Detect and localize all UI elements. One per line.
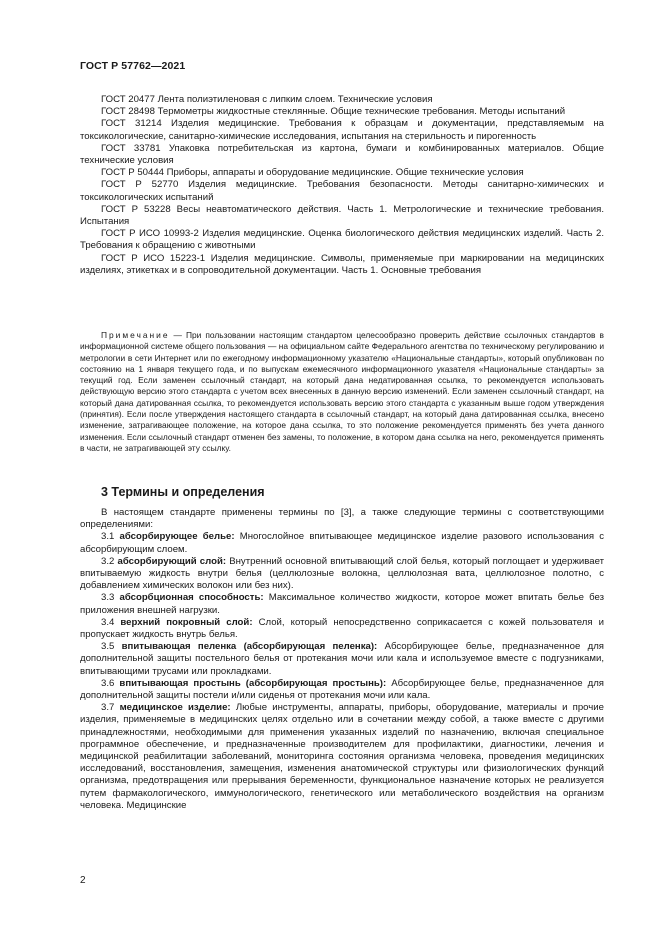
section-intro: В настоящем стандарте применены термины по [3], а также следующие термины с соответствующими определениями: (80, 507, 604, 531)
term-name: абсорбирующее белье: (119, 531, 235, 543)
term-entry: 3.5 впитывающая пеленка (абсорбирующая пеленка): Абсорбирующее белье, предназначенное для дополнительной защиты постельного белья от протекания мочи или кала и используемое вместе с подгузниками, впитывающими трусами или прокладками. (80, 641, 604, 677)
term-definition: Абсорбирующее белье, предназначенное для дополнительной защиты постели и/или сиденья от протекания мочи или кала. (80, 677, 604, 702)
reference-item: ГОСТ 28498 Термометры жидкостные стеклянные. Общие технические требования. Методы испытаний (101, 106, 566, 118)
term-definition: Многослойное впитывающее медицинское изделие разового использования с абсорбирующим слоем. (80, 531, 605, 555)
term-entry: 3.1 абсорбирующее белье: Многослойное впитывающее медицинское изделие разового использования с абсорбирующим слоем. (80, 531, 605, 555)
note-label: Примечание (101, 330, 170, 340)
reference-item: ГОСТ Р 52770 Изделия медицинские. Требования безопасности. Методы санитарно-химических и токсикологических испытаний (80, 179, 604, 203)
term-definition: Максимальное количество жидкости, которое может впитать белье без приложения внешней нагрузки. (80, 592, 604, 616)
term-entry: 3.3 абсорбционная способность: Максимальное количество жидкости, которое может впитать белье без приложения внешней нагрузки. (80, 592, 604, 616)
terms-list (80, 507, 604, 812)
term-name: абсорбирующий слой: (117, 555, 227, 567)
section-heading: 3 Термины и определения (101, 485, 265, 499)
term-name: впитывающая простынь (абсорбирующая простынь): (119, 677, 387, 689)
term-definition: Слой, который непосредственно соприкасается с кожей пользователя и пропускает жидкость внутрь белья. (80, 616, 604, 641)
term-name: верхний покровный слой: (120, 616, 253, 628)
reference-item: ГОСТ Р 50444 Приборы, аппараты и оборудование медицинские. Общие технические условия (101, 167, 524, 179)
note-block (80, 330, 604, 454)
page-number: 2 (80, 875, 86, 886)
term-definition: Абсорбирующее белье, предназначенное для дополнительной защиты постельного белья от протекания мочи или кала и используемое вместе с подгузниками, впитывающими трусами или прокладками. (80, 641, 604, 677)
note-text: — При пользовании настоящим стандартом целесообразно проверить действие ссылочных стандартов в информационной системе общего пользования — на официальном сайте Федерального агентства по техническому регулированию и метрологии в сети Интернет или по ежегодному информационному указателю «Национальные стандарты», который опубликован по состоянию на 1 января текущего года, и по выпускам ежемесячного информационного указателя «Национальные стандарты» за текущий год. Если заменен ссылочный стандарт, на который дана недатированная ссылка, то рекомендуется использовать действующую версию этого стандарта с учетом всех внесенных в данную версию изменений. Если заменен ссылочный стандарт, на который дана датированная ссылка, то рекомендуется использовать версию этого стандарта с указанным выше годом утверждения (принятия). Если после утверждения настоящего стандарта в ссылочный стандарт, на который дана датированная ссылка, внесено изменение, затрагивающее положение, на которое дана ссылка, то это положение рекомендуется применять без учета данного изменения. Если ссылочный стандарт отменен без замены, то положение, в котором дана ссылка на него, рекомендуется применять в части, не затрагивающей эту ссылку. (80, 330, 604, 453)
term-entry: 3.6 впитывающая простынь (абсорбирующая простынь): Абсорбирующее белье, предназначенное для дополнительной защиты постели и/или сиденья от протекания мочи или кала. (80, 677, 604, 702)
reference-item: ГОСТ 31214 Изделия медицинские. Требования к образцам и документации, представляемым на токсикологические, санитарно-химические исследования, испытания на стерильность и пирогенность (80, 118, 604, 142)
term-name: медицинское изделие: (119, 702, 231, 714)
document-header: ГОСТ Р 57762—2021 (80, 60, 186, 72)
note-paragraph (80, 330, 604, 454)
reference-item: ГОСТ Р 53228 Весы неавтоматического действия. Часть 1. Метрологические и технические требования. Испытания (80, 203, 604, 228)
term-name: абсорбционная способность: (119, 592, 264, 604)
term-name: впитывающая пеленка (абсорбирующая пеленка): (121, 641, 378, 653)
reference-item: ГОСТ 20477 Лента полиэтиленовая с липким слоем. Технические условия (101, 94, 433, 105)
reference-item: ГОСТ Р ИСО 15223-1 Изделия медицинские. Символы, применяемые при маркировании на медицинских изделиях, этикетках и в сопроводительной документации. Часть 1. Основные требования (80, 252, 604, 276)
term-definition: Внутренний основной впитывающий слой белья, который поглощает и удерживает впитываемую жидкость внутри белья (целлюлозные волокна, целлюлозная вата, целлюлозное полотно, с добавлением химических волокон или без них). (80, 555, 604, 592)
normative-references-list (80, 94, 604, 277)
reference-item: ГОСТ Р ИСО 10993-2 Изделия медицинские. Оценка биологического действия медицинских изделий. Часть 2. Требования к обращению с животными (80, 228, 604, 252)
term-entry: 3.7 медицинское изделие: Любые инструменты, аппараты, приборы, оборудование, материалы и прочие изделия, применяемые в медицинских целях отдельно или в сочетании между собой, а также вместе с другими принадлежностями, необходимыми для применения указанных изделий по назначению, включая специальное программное обеспечение, и предназначенные производителем для профилактики, диагностики, лечения и медицинской реабилитации заболеваний, мониторинга состояния организма человека, проведения медицинских исследований, восстановления, замещения, изменения анатомической структуры или физиологических функций организма, предотвращения или прерывания беременности, функциональное назначение которых не реализуется путем фармакологического, иммунологического, генетического или метаболического воздействия на организм человека. Медицинские (80, 702, 604, 811)
term-entry: 3.4 верхний покровный слой: Слой, который непосредственно соприкасается с кожей пользователя и пропускает жидкость внутрь белья. (80, 616, 604, 641)
reference-item: ГОСТ 33781 Упаковка потребительская из картона, бумаги и комбинированных материалов. Общие технические условия (80, 142, 604, 167)
term-definition: Любые инструменты, аппараты, приборы, оборудование, материалы и прочие изделия, применяемые в медицинских целях отдельно или в сочетании между собой, а также вместе с другими принадлежностями, необходимыми для применения указанных изделий по назначению, включая специальное программное обеспечение, и предназначенные производителем для профилактики, диагностики, лечения и медицинской реабилитации заболеваний, мониторинга состояния организма человека, проведения медицинских исследований, восстановления, замещения, изменения анатомической структуры или физиологических функций организма, предотвращения или прерывания беременности, функциональное назначение которых не реализуется путем фармакологического, иммунологического, генетического или метаболического воздействия на организм человека. Медицинские (80, 702, 604, 811)
term-entry: 3.2 абсорбирующий слой: Внутренний основной впитывающий слой белья, который поглощает и удерживает впитываемую жидкость внутри белья (целлюлозные волокна, целлюлозная вата, целлюлозное полотно, с добавлением химических волокон или без них). (80, 555, 604, 592)
